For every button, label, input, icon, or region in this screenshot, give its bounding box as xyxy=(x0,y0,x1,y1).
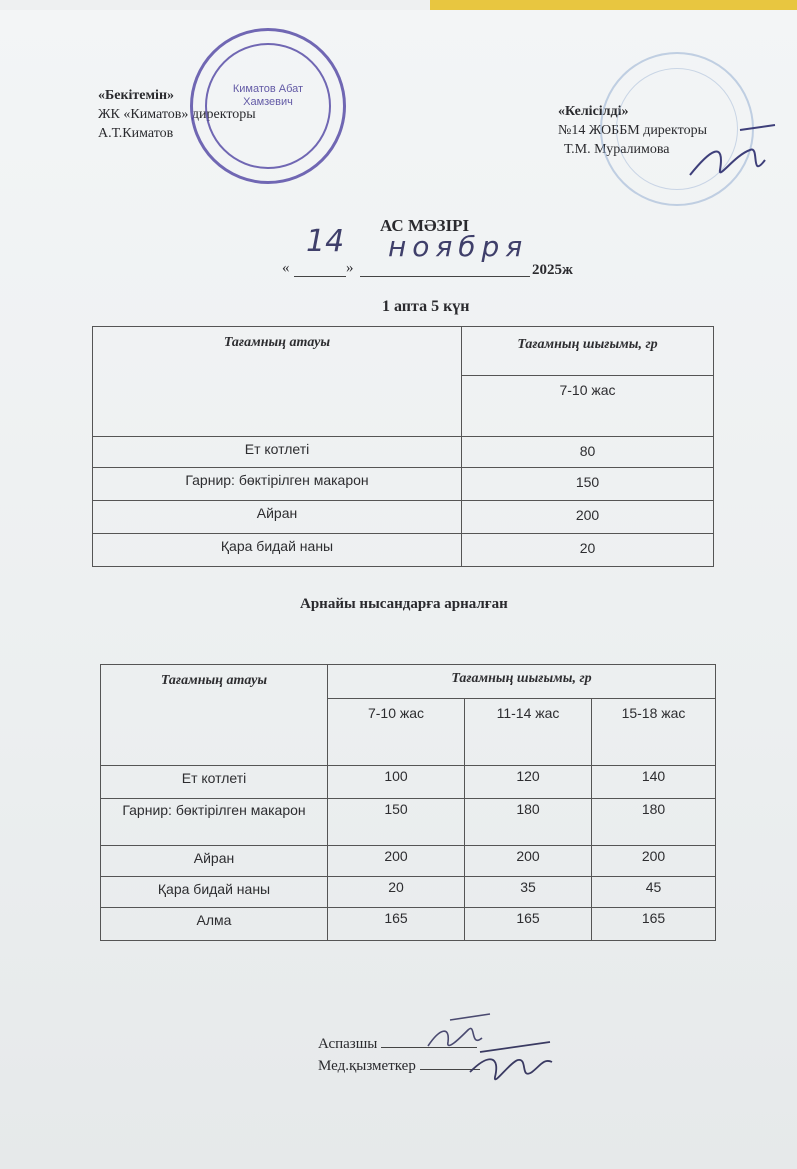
table1-row-value: 150 xyxy=(462,468,714,501)
table2-row-value: 200 xyxy=(465,846,592,877)
medic-signature-line xyxy=(318,1057,480,1076)
approval-title: «Бекітемін» xyxy=(98,88,175,103)
table1-row-name: Гарнир: бөктірілген макарон xyxy=(93,468,462,501)
approval-position: ЖК «Киматов» директоры xyxy=(98,107,256,122)
table2-row-name: Алма xyxy=(101,908,328,941)
table2-row-value: 165 xyxy=(465,908,592,941)
table1-header-name: Тағамның атауы xyxy=(93,327,462,437)
medic-signature xyxy=(460,1032,560,1092)
table1-header-yield: Тағамның шығымы, гр xyxy=(462,327,714,376)
agreed-name: Т.М. Муралимова xyxy=(564,142,670,157)
agreed-title: «Келісілді» xyxy=(558,104,629,119)
table2-row-value: 140 xyxy=(592,766,716,799)
table-row xyxy=(93,437,714,468)
menu-title: АС МӘЗІРІ xyxy=(380,216,470,235)
seal-stamp-left xyxy=(190,28,346,184)
date-close-quote: » xyxy=(346,260,354,276)
table-row xyxy=(101,908,716,941)
table-row xyxy=(93,468,714,501)
medic-label: Мед.қызметкер xyxy=(318,1058,416,1074)
table-row xyxy=(101,766,716,799)
table2-row-value: 165 xyxy=(592,908,716,941)
table1-row-name: Ет котлеті xyxy=(93,437,462,468)
table2-row-value: 165 xyxy=(328,908,465,941)
table1-row-value: 200 xyxy=(462,501,714,534)
special-section-heading: Арнайы нысандарға арналған xyxy=(300,596,508,612)
seal-stamp-text: Киматов Абат Хамзевич xyxy=(232,83,304,108)
table1-row-name: Айран xyxy=(93,501,462,534)
date-month: ноября xyxy=(388,230,529,263)
table2-row-value: 180 xyxy=(465,799,592,846)
table-row xyxy=(101,877,716,908)
table2-row-value: 35 xyxy=(465,877,592,908)
table2-age-group: 15-18 жас xyxy=(592,699,716,766)
table-row xyxy=(101,846,716,877)
table2-row-value: 200 xyxy=(592,846,716,877)
cook-label: Аспазшы xyxy=(318,1036,378,1052)
table2-header-yield: Тағамның шығымы, гр xyxy=(328,665,716,699)
table-row xyxy=(93,501,714,534)
table2-row-value: 120 xyxy=(465,766,592,799)
table1-row-name: Қара бидай наны xyxy=(93,534,462,567)
table-row xyxy=(93,534,714,567)
date-month-underline xyxy=(360,276,530,277)
table2-row-name: Айран xyxy=(101,846,328,877)
table1-row-value: 20 xyxy=(462,534,714,567)
week-day-label: 1 апта 5 күн xyxy=(382,298,470,315)
paper-sheet xyxy=(0,10,797,1169)
table2-row-name: Гарнир: бөктірілген макарон xyxy=(101,799,328,846)
date-day-underline xyxy=(294,276,346,277)
date-open-quote: « xyxy=(282,260,290,276)
table2-row-value: 200 xyxy=(328,846,465,877)
table1-age-group: 7-10 жас xyxy=(462,376,714,437)
director-signature xyxy=(680,120,780,190)
table2-row-value: 45 xyxy=(592,877,716,908)
table2-row-name: Ет котлеті xyxy=(101,766,328,799)
menu-table-main xyxy=(92,326,714,567)
yellow-top-strip xyxy=(430,0,797,10)
table2-row-value: 100 xyxy=(328,766,465,799)
approval-name: А.Т.Киматов xyxy=(98,126,174,141)
table2-row-name: Қара бидай наны xyxy=(101,877,328,908)
table1-row-value: 80 xyxy=(462,437,714,468)
table2-row-value: 180 xyxy=(592,799,716,846)
table-row xyxy=(101,799,716,846)
date-day: 14 xyxy=(306,224,345,259)
agreed-position: №14 ЖОББМ директоры xyxy=(558,123,707,138)
menu-table-special xyxy=(100,664,716,941)
table2-age-group: 11-14 жас xyxy=(465,699,592,766)
table2-row-value: 20 xyxy=(328,877,465,908)
table2-header-name: Тағамның атауы xyxy=(101,665,328,766)
date-year: 2025ж xyxy=(532,262,573,278)
table2-row-value: 150 xyxy=(328,799,465,846)
table2-age-group: 7-10 жас xyxy=(328,699,465,766)
